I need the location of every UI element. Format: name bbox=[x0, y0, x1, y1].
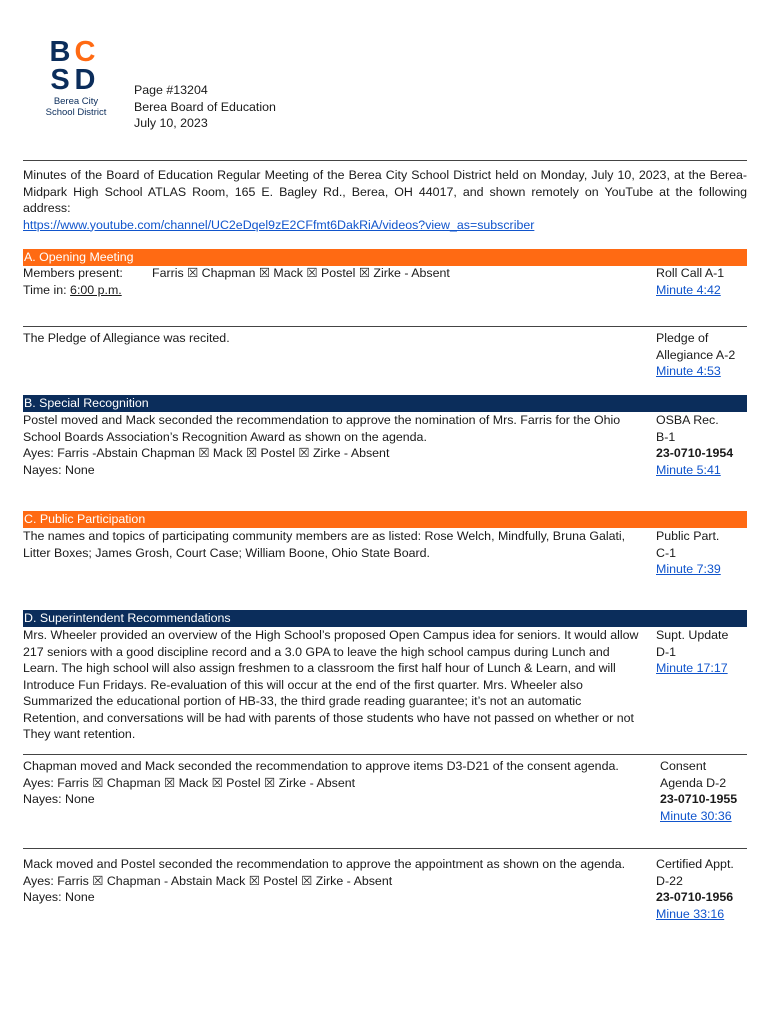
pledge-minute-link[interactable]: Minute 4:53 bbox=[656, 364, 721, 378]
page-header bbox=[134, 82, 276, 132]
appointment-nayes: Nayes: None bbox=[23, 890, 95, 904]
appointment-ref bbox=[656, 856, 756, 922]
section-a-title: A. Opening Meeting bbox=[24, 250, 134, 264]
consent-label-2: Agenda D-2 bbox=[660, 775, 727, 790]
consent-ayes: Ayes: Farris ☒ Chapman ☒ Mack ☒ Postel ☒ Zirke - Absent bbox=[23, 775, 356, 790]
consent-agenda-body bbox=[23, 758, 651, 808]
supt-update-item: D-1 bbox=[656, 644, 676, 659]
intro-text: Minutes of the Board of Education Regular Meeting of the Berea City School District held on Monday, July 10, 2023, at the Berea-Midpark High School ATLAS Room, 165 E. Bagley Rd., Berea, OH 44017, and shown remotely on YouTube at the following address: bbox=[23, 168, 747, 215]
consent-line: Chapman moved and Mack seconded the recommendation to approve items D3-D21 of the consent agenda. bbox=[23, 759, 619, 773]
section-b-body bbox=[23, 412, 651, 478]
section-d-line: 217 seniors with a good discipline record and a 3.0 GPA to leave the high school campus during Lunch and bbox=[23, 644, 610, 659]
section-d-line: They want retention. bbox=[23, 727, 136, 741]
section-b-ref bbox=[656, 412, 756, 478]
logo-letter-c: C bbox=[74, 36, 95, 68]
appointment-resolution-number: 23-0710-1956 bbox=[656, 890, 734, 904]
logo-line2: School District bbox=[45, 107, 107, 118]
appointment-ayes: Ayes: Farris ☒ Chapman - Abstain Mack ☒ Postel ☒ Zirke - Absent bbox=[23, 873, 393, 888]
public-part-item: C-1 bbox=[656, 545, 676, 560]
time-in-value: 6:00 p.m. bbox=[70, 283, 122, 297]
youtube-link[interactable]: https://www.youtube.com/channel/UC2eDqel9zE2CFfmt6DakRiA/videos?view_as=subscriber bbox=[23, 217, 535, 232]
section-b-line: School Boards Association’s Recognition Award as shown on the agenda. bbox=[23, 429, 427, 444]
divider bbox=[23, 848, 747, 849]
public-part-label: Public Part. bbox=[656, 529, 720, 543]
board-name: Berea Board of Education bbox=[134, 99, 276, 114]
section-d-line: Learn. The high school will also assign freshmen to a classroom the first half hour of Lunch & Learn, and will bbox=[23, 661, 616, 675]
roll-call-minute-link[interactable]: Minute 4:42 bbox=[656, 282, 721, 297]
section-d-title: D. Superintendent Recommendations bbox=[24, 611, 231, 625]
pledge-ref bbox=[656, 330, 756, 380]
consent-label-1: Consent bbox=[660, 759, 707, 773]
section-c-line: Litter Boxes; James Grosh, Court Case; William Boone, Ohio State Board. bbox=[23, 545, 430, 560]
consent-resolution-number: 23-0710-1955 bbox=[660, 792, 738, 806]
logo-letter-d: D bbox=[74, 64, 95, 96]
members-present-label: Members present: bbox=[23, 266, 123, 280]
roll-call-ref bbox=[656, 265, 756, 298]
header-date: July 10, 2023 bbox=[134, 116, 208, 130]
page-number: Page #13204 bbox=[134, 83, 208, 97]
appointment-label-2: D-22 bbox=[656, 873, 683, 888]
section-c-minute-link[interactable]: Minute 7:39 bbox=[656, 562, 721, 576]
section-c-ref bbox=[656, 528, 756, 578]
section-b-header bbox=[23, 395, 747, 412]
time-in bbox=[23, 282, 122, 299]
section-c-body bbox=[23, 528, 651, 561]
logo-letters bbox=[47, 38, 107, 94]
appointment-line: Mack moved and Postel seconded the recommendation to approve the appointment as shown on the agenda. bbox=[23, 857, 626, 871]
divider bbox=[23, 326, 747, 327]
section-a-header bbox=[23, 249, 747, 266]
logo-letter-b: B bbox=[49, 36, 70, 68]
divider bbox=[23, 754, 747, 755]
section-d-line: Summarized the educational portion of HB-33, the third grade reading guarantee; it’s not an automatic bbox=[23, 694, 582, 708]
section-d-minute-link[interactable]: Minute 17:17 bbox=[656, 661, 728, 675]
time-in-label: Time in: bbox=[23, 283, 71, 297]
section-c-line: The names and topics of participating community members are as listed: Rose Welch, Mindfully, Bruna Galati, bbox=[23, 529, 626, 543]
resolution-number: 23-0710-1954 bbox=[656, 446, 734, 460]
section-d-body bbox=[23, 627, 651, 743]
logo-line1: Berea City bbox=[53, 96, 99, 107]
section-d-header bbox=[23, 610, 747, 627]
section-d-line: Introduce Fun Fridays. Re-evaluation of this will occur at the end of the first quarter. Mrs. Wheeler also bbox=[23, 677, 583, 692]
section-b-nayes: Nayes: None bbox=[23, 462, 95, 477]
consent-nayes: Nayes: None bbox=[23, 792, 95, 806]
intro-paragraph bbox=[23, 167, 747, 233]
osba-label: OSBA Rec. bbox=[656, 413, 719, 427]
pledge-label-1: Pledge of bbox=[656, 331, 709, 345]
logo-subtitle bbox=[34, 96, 118, 118]
appointment-body bbox=[23, 856, 651, 906]
section-b-line: Postel moved and Mack seconded the recommendation to approve the nomination of Mrs. Farris for the Ohio bbox=[23, 413, 621, 427]
section-b-ayes: Ayes: Farris -Abstain Chapman ☒ Mack ☒ Postel ☒ Zirke - Absent bbox=[23, 446, 390, 460]
section-b-title: B. Special Recognition bbox=[24, 396, 149, 410]
section-d-ref bbox=[656, 627, 756, 677]
appointment-minute-link[interactable]: Minue 33:16 bbox=[656, 906, 725, 921]
supt-update-label: Supt. Update bbox=[656, 628, 729, 642]
section-d-line: Retention, and conversations will be had with parents of those students who have not passed on whether or not bbox=[23, 710, 634, 725]
section-b-minute-link[interactable]: Minute 5:41 bbox=[656, 462, 721, 477]
divider bbox=[23, 160, 747, 161]
section-c-title: C. Public Participation bbox=[24, 512, 146, 526]
pledge-text: The Pledge of Allegiance was recited. bbox=[23, 331, 230, 345]
pledge-label-2: Allegiance A-2 bbox=[656, 347, 736, 362]
section-c-header bbox=[23, 511, 747, 528]
consent-minute-link[interactable]: Minute 30:36 bbox=[660, 808, 732, 823]
consent-ref bbox=[660, 758, 760, 824]
section-d-line: Mrs. Wheeler provided an overview of the High School’s proposed Open Campus idea for seniors. It would allow bbox=[23, 628, 639, 642]
osba-item: B-1 bbox=[656, 429, 676, 444]
members-present-list: Farris ☒ Chapman ☒ Mack ☒ Postel ☒ Zirke - Absent bbox=[152, 266, 450, 280]
appointment-label-1: Certified Appt. bbox=[656, 857, 734, 871]
logo-letter-s: S bbox=[50, 64, 69, 96]
roll-call-label: Roll Call A-1 bbox=[656, 266, 725, 280]
